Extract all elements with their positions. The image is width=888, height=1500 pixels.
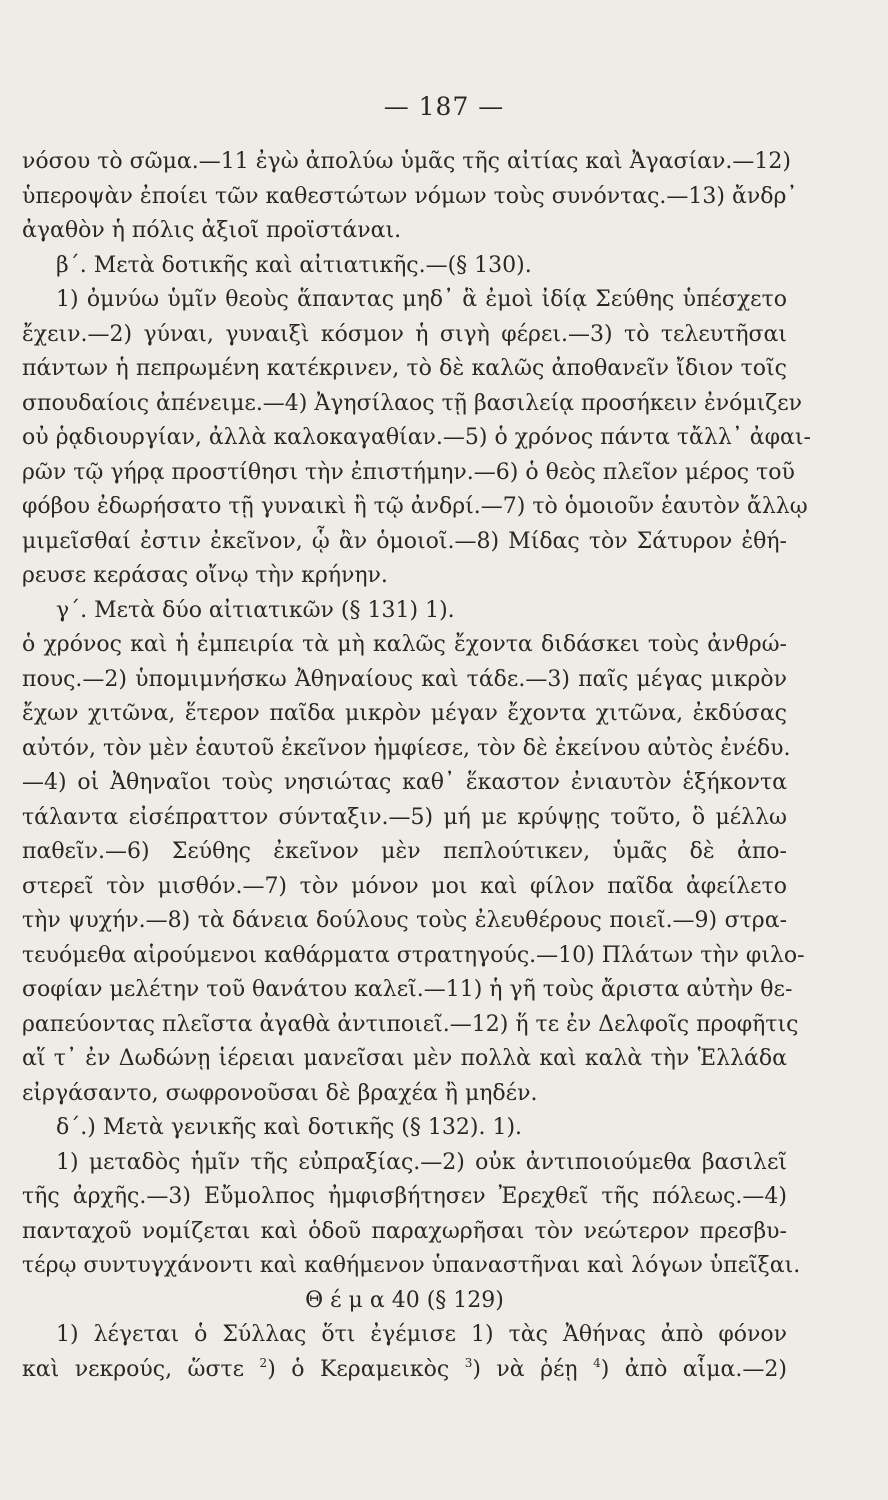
text-line: ὑπεροψὰν ἐποίει τῶν καθεστώτων νόμων τοὺς συνόντας.—13) ἄνδρ᾽ — [22, 183, 798, 209]
text-line-with-footnote-refs — [22, 1353, 787, 1388]
text-line: οὐ ῥᾳδιουργίαν, ἀλλὰ καλοκαγαθίαν.—5) ὁ χρόνος πάντα τἄλλ᾽ ἀφαι- — [22, 425, 811, 450]
text-line: σπουδαίοις ἀπένειμε.—4) Ἀγησίλαος τῇ βασιλείᾳ προσήκειν ἐνόμιζεν — [22, 390, 803, 416]
text-line: ρῶν τῷ γήρᾳ προστίθησι τὴν ἐπιστήμην.—6) ὁ θεὸς πλεῖον μέρος τοῦ — [22, 459, 795, 485]
text-segment: ) ἀπὸ αἷμα.—2) — [600, 1356, 787, 1382]
text-line: σοφίαν μελέτην τοῦ θανάτου καλεῖ.—11) ἡ γῆ τοὺς ἄριστα αὐτὴν θε- — [22, 977, 793, 1002]
text-segment: ) νὰ ῥέῃ — [472, 1356, 594, 1382]
text-line: πανταχοῦ νομίζεται καὶ ὁδοῦ παραχωρῆσαι τὸν νεώτερον πρεσβυ- — [22, 1218, 787, 1244]
text-line: φόβου ἐδωρήσατο τῇ γυναικὶ ἢ τῷ ἀνδρί.—7) τὸ ὁμοιοῦν ἑαυτὸν ἄλλῳ — [22, 494, 808, 519]
footnote-ref: 2 — [259, 1355, 268, 1370]
text-line: 1) μεταδὸς ἡμῖν τῆς εὐπραξίας.—2) οὐκ ἀντιποιούμεθα βασιλεῖ — [56, 1149, 787, 1175]
text-line: τευόμεθα αἱρούμενοι καθάρματα στρατηγούς.—10) Πλάτων τὴν φιλο- — [22, 942, 805, 968]
text-line: —4) οἱ Ἀθηναῖοι τοὺς νησιώτας καθ᾽ ἕκαστον ἐνιαυτὸν ἑξήκοντα — [22, 770, 787, 795]
text-line: παθεῖν.—6) Σεύθης ἐκεῖνον μὲν πεπλούτικεν, ὑμᾶς δὲ ἀπο- — [22, 839, 787, 864]
text-line: 1) ὀμνύω ὑμῖν θεοὺς ἅπαντας μηδ᾽ ἃ ἐμοὶ ἰδίᾳ Σεύθης ὑπέσχετο — [56, 287, 787, 312]
text-line: αὐτόν, τὸν μὲν ἑαυτοῦ ἐκεῖνον ἠμφίεσε, τὸν δὲ ἐκείνου αὐτὸς ἐνέδυ. — [22, 735, 791, 761]
text-line: νόσου τὸ σῶμα.—11 ἐγὼ ἀπολύω ὑμᾶς τῆς αἰτίας καὶ Ἀγασίαν.—12) — [22, 149, 791, 174]
page-number: — 187 — — [383, 92, 505, 121]
text-line: αἵ τ᾽ ἐν Δωδώνῃ ἱέρειαι μανεῖσαι μὲν πολλὰ καὶ καλὰ τὴν Ἑλλάδα — [22, 1046, 787, 1071]
text-line: τέρῳ συντυγχάνοντι καὶ καθήμενον ὑπαναστῆναι καὶ λόγων ὑπεῖξαι. — [22, 1253, 801, 1278]
text-line: τάλαντα εἰσέπραττον σύνταξιν.—5) μή με κρύψῃς τοῦτο, ὃ μέλλω — [22, 804, 787, 830]
footnote-ref: 3 — [464, 1355, 473, 1370]
text-segment: καὶ νεκρούς, ὥστε — [22, 1356, 260, 1382]
text-line: 1) λέγεται ὁ Σύλλας ὅτι ἐγέμισε 1) τὰς Ἀθήνας ἀπὸ φόνον — [56, 1322, 787, 1347]
exercise-heading: Θ έ μ α 40 (§ 129) — [305, 1287, 504, 1313]
text-line: τῆς ἀρχῆς.—3) Εὔμολπος ἠμφισβήτησεν Ἐρεχθεῖ τῆς πόλεως.—4) — [22, 1184, 787, 1209]
text-line: ὁ χρόνος καὶ ἡ ἐμπειρία τὰ μὴ καλῶς ἔχοντα διδάσκει τοὺς ἀνθρώ- — [22, 632, 787, 657]
text-line: ἔχειν.—2) γύναι, γυναιξὶ κόσμον ἡ σιγὴ φέρει.—3) τὸ τελευτῆσαι — [22, 321, 787, 347]
text-line: ραπεύοντας πλεῖστα ἀγαθὰ ἀντιποιεῖ.—12) ἥ τε ἐν Δελφοῖς προφῆτις — [22, 1011, 799, 1037]
text-line: ρευσε κεράσας οἴνῳ τὴν κρήνην. — [22, 563, 388, 588]
text-line: εἰργάσαντο, σωφρονοῦσαι δὲ βραχέα ἢ μηδέν. — [22, 1080, 538, 1106]
text-line: ἔχων χιτῶνα, ἕτερον παῖδα μικρὸν μέγαν ἔχοντα χιτῶνα, ἐκδύσας — [22, 701, 787, 726]
text-line: πάντων ἡ πεπρωμένη κατέκρινεν, τὸ δὲ καλῶς ἀποθανεῖν ἴδιον τοῖς — [22, 356, 787, 381]
text-segment: ) ὁ Κεραμεικὸς — [267, 1356, 465, 1382]
section-heading: γ΄. Μετὰ δύο αἰτιατικῶν (§ 131) 1). — [56, 597, 455, 623]
text-line: μιμεῖσθαί ἐστιν ἐκεῖνον, ᾧ ἂν ὁμοιοῖ.—8) Μίδας τὸν Σάτυρον ἐθή- — [22, 528, 787, 554]
text-line: ἀγαθὸν ἡ πόλις ἀξιοῖ προϊστάναι. — [22, 218, 402, 243]
text-line: στερεῖ τὸν μισθόν.—7) τὸν μόνον μοι καὶ φίλον παῖδα ἀφείλετο — [22, 873, 787, 899]
text-line: πους.—2) ὑπομιμνήσκω Ἀθηναίους καὶ τάδε.—3) παῖς μέγας μικρὸν — [22, 666, 787, 692]
section-heading: δ΄.) Μετὰ γενικῆς καὶ δοτικῆς (§ 132). 1). — [56, 1115, 523, 1140]
footnote-ref: 4 — [593, 1355, 601, 1370]
page-text — [22, 145, 811, 1387]
section-heading: β΄. Μετὰ δοτικῆς καὶ αἰτιατικῆς.—(§ 130). — [56, 252, 532, 278]
text-line: τὴν ψυχήν.—8) τὰ δάνεια δούλους τοὺς ἐλευθέρους ποιεῖ.—9) στρα- — [22, 908, 787, 933]
